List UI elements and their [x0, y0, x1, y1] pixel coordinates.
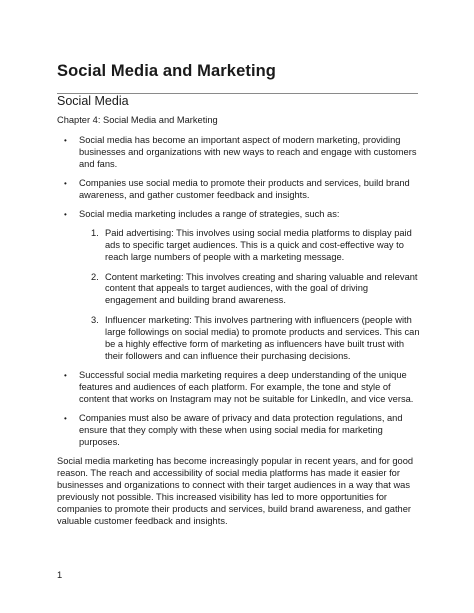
- closing-paragraph: Social media marketing has become increasingly popular in recent years, and for good reason. The reach and accessibility of social media platforms has made it easier for businesses and organizations to connect with their target audiences in a way that was previously not possible. This increased visibility has led to more opportunities for companies to promote their products and services, build brand awareness, and gather valuable customer feedback and insights.: [57, 456, 414, 526]
- chapter-label: Chapter 4: Social Media and Marketing: [57, 115, 218, 125]
- bullet-item: [57, 413, 421, 449]
- strategy-list: [79, 228, 421, 362]
- strategy-text: Paid advertising: This involves using social media platforms to display paid ads to specific target audiences. This is a quick and cost-effective way to reach large numbers of people with a marketing message.: [105, 228, 412, 263]
- bullet-text: Social media has become an important aspect of modern marketing, providing businesses and organizations with new ways to reach and engage with customers and fans.: [79, 134, 417, 169]
- bullet-list: [57, 135, 421, 449]
- strategy-item: [79, 272, 421, 308]
- bullet-item: [57, 370, 421, 406]
- bullet-item: [57, 178, 421, 202]
- document-body: [57, 115, 421, 528]
- bullet-text: Companies use social media to promote their products and services, build brand awareness, and gather customer feedback and insights.: [79, 178, 410, 201]
- page-number: 1: [57, 570, 63, 580]
- strategy-number: 3.: [91, 314, 99, 325]
- strategy-text: Influencer marketing: This involves partnering with influencers (people with large followings on social media) to promote products and services. This can be a highly effective form of marketing as influencers have built trust with their followers and can influence their purchasing decisions.: [105, 314, 420, 361]
- bullet-marker: •: [64, 210, 67, 220]
- strategy-item: [79, 228, 421, 264]
- document-title: Social Media and Marketing: [57, 62, 276, 80]
- bullet-item: [57, 209, 421, 362]
- bullet-text: Successful social media marketing requires a deep understanding of the unique features and audiences of each platform. For example, the tone and style of content that works on Instagram may not be suitable for LinkedIn, and vice versa.: [79, 369, 414, 404]
- bullet-marker: •: [64, 370, 67, 380]
- bullet-text: Companies must also be aware of privacy and data protection regulations, and ensure that they comply with these when using social media for marketing purposes.: [79, 413, 403, 447]
- bullet-marker: •: [64, 179, 67, 189]
- section-heading: Social Media: [57, 94, 129, 108]
- bullet-marker: •: [64, 135, 67, 145]
- strategy-number: 2.: [91, 271, 99, 282]
- strategy-number: 1.: [91, 228, 99, 239]
- bullet-text: Social media marketing includes a range of strategies, such as:: [79, 209, 340, 220]
- strategy-text: Content marketing: This involves creating and sharing valuable and relevant content that appeals to target audiences, with the goal of driving engagement and building brand awareness.: [105, 271, 418, 306]
- strategy-item: [79, 315, 421, 363]
- bullet-item: [57, 135, 421, 171]
- bullet-marker: •: [64, 414, 67, 424]
